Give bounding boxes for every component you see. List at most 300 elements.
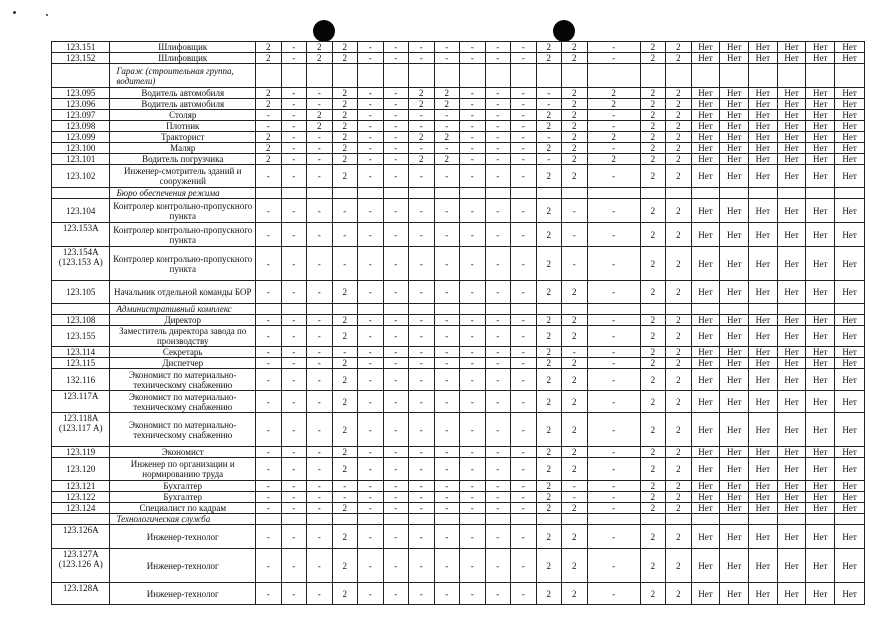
value-cell: Нет bbox=[749, 143, 778, 154]
value-cell: Нет bbox=[835, 99, 865, 110]
value-cell: - bbox=[511, 132, 537, 143]
value-cell bbox=[806, 64, 835, 88]
value-cell: - bbox=[511, 165, 537, 188]
value-cell bbox=[281, 514, 307, 525]
value-cell: - bbox=[383, 391, 409, 413]
value-cell: 2 bbox=[332, 583, 358, 605]
value-cell: Нет bbox=[835, 199, 865, 223]
value-cell: - bbox=[358, 143, 384, 154]
value-cell: Нет bbox=[691, 583, 720, 605]
table-row bbox=[52, 247, 865, 281]
value-cell bbox=[777, 188, 806, 199]
value-cell bbox=[640, 64, 666, 88]
value-cell: Нет bbox=[720, 413, 749, 447]
value-cell bbox=[511, 304, 537, 315]
value-cell: - bbox=[383, 326, 409, 347]
value-cell: - bbox=[409, 110, 435, 121]
value-cell: - bbox=[409, 583, 435, 605]
table-row bbox=[52, 391, 865, 413]
value-cell: - bbox=[460, 583, 486, 605]
value-cell: Нет bbox=[777, 99, 806, 110]
value-cell: - bbox=[485, 53, 511, 64]
value-cell bbox=[666, 188, 692, 199]
value-cell: - bbox=[358, 458, 384, 481]
value-cell: - bbox=[460, 132, 486, 143]
value-cell: - bbox=[281, 326, 307, 347]
value-cell: - bbox=[460, 88, 486, 99]
table-row bbox=[52, 549, 865, 583]
value-cell: - bbox=[383, 369, 409, 391]
value-cell bbox=[409, 304, 435, 315]
value-cell: 2 bbox=[536, 458, 562, 481]
value-cell: Нет bbox=[835, 315, 865, 326]
value-cell: 2 bbox=[332, 447, 358, 458]
value-cell: - bbox=[383, 492, 409, 503]
value-cell: - bbox=[256, 326, 282, 347]
value-cell: - bbox=[383, 525, 409, 549]
value-cell: 2 bbox=[332, 326, 358, 347]
value-cell: 2 bbox=[536, 391, 562, 413]
value-cell: Нет bbox=[691, 447, 720, 458]
value-cell: - bbox=[485, 549, 511, 583]
value-cell: - bbox=[587, 42, 640, 53]
value-cell: - bbox=[383, 347, 409, 358]
value-cell bbox=[562, 64, 588, 88]
value-cell: Нет bbox=[835, 53, 865, 64]
value-cell: Нет bbox=[777, 154, 806, 165]
value-cell: - bbox=[307, 154, 333, 165]
workplace-code: 123.095 bbox=[52, 88, 110, 99]
value-cell: 2 bbox=[562, 413, 588, 447]
value-cell: - bbox=[256, 503, 282, 514]
value-cell: Нет bbox=[806, 583, 835, 605]
value-cell: - bbox=[383, 199, 409, 223]
value-cell: 2 bbox=[562, 110, 588, 121]
value-cell: Нет bbox=[720, 391, 749, 413]
value-cell: - bbox=[511, 121, 537, 132]
value-cell: - bbox=[511, 583, 537, 605]
table-row bbox=[52, 154, 865, 165]
value-cell: Нет bbox=[806, 88, 835, 99]
value-cell: Нет bbox=[777, 223, 806, 247]
value-cell: Нет bbox=[777, 88, 806, 99]
workplace-code: 123.117А bbox=[52, 391, 110, 413]
value-cell: 2 bbox=[332, 154, 358, 165]
position-name: Водитель автомобиля bbox=[110, 99, 256, 110]
value-cell: 2 bbox=[666, 99, 692, 110]
value-cell: - bbox=[434, 223, 460, 247]
value-cell: - bbox=[434, 413, 460, 447]
value-cell: - bbox=[281, 525, 307, 549]
value-cell bbox=[332, 64, 358, 88]
value-cell: 2 bbox=[640, 143, 666, 154]
value-cell: 2 bbox=[666, 165, 692, 188]
value-cell: - bbox=[307, 88, 333, 99]
workplace-code: 123.120 bbox=[52, 458, 110, 481]
value-cell: Нет bbox=[806, 53, 835, 64]
value-cell: 2 bbox=[666, 110, 692, 121]
value-cell bbox=[562, 514, 588, 525]
value-cell: - bbox=[307, 391, 333, 413]
table-row bbox=[52, 223, 865, 247]
value-cell: - bbox=[281, 199, 307, 223]
workplace-code: 123.127А (123.126 А) bbox=[52, 549, 110, 583]
value-cell: - bbox=[358, 525, 384, 549]
value-cell bbox=[587, 514, 640, 525]
value-cell: - bbox=[358, 110, 384, 121]
workplace-code: 123.119 bbox=[52, 447, 110, 458]
workplace-code: 123.108 bbox=[52, 315, 110, 326]
value-cell: 2 bbox=[666, 199, 692, 223]
value-cell: - bbox=[256, 525, 282, 549]
value-cell: - bbox=[358, 154, 384, 165]
value-cell: Нет bbox=[720, 458, 749, 481]
table-row bbox=[52, 458, 865, 481]
value-cell: 2 bbox=[640, 358, 666, 369]
value-cell: 2 bbox=[666, 132, 692, 143]
value-cell: - bbox=[281, 347, 307, 358]
workplace-code: 123.122 bbox=[52, 492, 110, 503]
value-cell: Нет bbox=[835, 110, 865, 121]
value-cell: Нет bbox=[749, 358, 778, 369]
value-cell: Нет bbox=[806, 369, 835, 391]
value-cell: - bbox=[383, 143, 409, 154]
value-cell: Нет bbox=[749, 121, 778, 132]
value-cell: - bbox=[511, 99, 537, 110]
workplace-code: 132.116 bbox=[52, 369, 110, 391]
value-cell: Нет bbox=[691, 42, 720, 53]
value-cell: 2 bbox=[640, 503, 666, 514]
value-cell bbox=[749, 304, 778, 315]
value-cell bbox=[485, 188, 511, 199]
value-cell: - bbox=[587, 525, 640, 549]
value-cell: Нет bbox=[749, 199, 778, 223]
value-cell: Нет bbox=[720, 154, 749, 165]
value-cell: - bbox=[307, 413, 333, 447]
value-cell: 2 bbox=[587, 88, 640, 99]
value-cell: Нет bbox=[835, 391, 865, 413]
value-cell: - bbox=[307, 458, 333, 481]
attestation-table bbox=[51, 41, 865, 605]
value-cell bbox=[835, 188, 865, 199]
position-name: Инженер-технолог bbox=[110, 525, 256, 549]
value-cell: - bbox=[460, 315, 486, 326]
value-cell bbox=[562, 188, 588, 199]
value-cell: Нет bbox=[806, 525, 835, 549]
position-name: Контролер контрольно-пропускного пункта bbox=[110, 247, 256, 281]
value-cell: Нет bbox=[806, 326, 835, 347]
value-cell: - bbox=[460, 247, 486, 281]
code-cell bbox=[52, 304, 110, 315]
value-cell: - bbox=[256, 247, 282, 281]
workplace-code: 123.104 bbox=[52, 199, 110, 223]
value-cell: 2 bbox=[307, 110, 333, 121]
value-cell: - bbox=[536, 154, 562, 165]
value-cell: 2 bbox=[640, 413, 666, 447]
scan-speck bbox=[13, 11, 16, 14]
value-cell: - bbox=[281, 53, 307, 64]
value-cell: - bbox=[332, 199, 358, 223]
value-cell: Нет bbox=[691, 413, 720, 447]
value-cell: - bbox=[511, 391, 537, 413]
value-cell: - bbox=[358, 88, 384, 99]
value-cell: - bbox=[562, 481, 588, 492]
value-cell: 2 bbox=[332, 358, 358, 369]
value-cell: Нет bbox=[806, 281, 835, 304]
value-cell: 2 bbox=[666, 143, 692, 154]
value-cell: - bbox=[511, 413, 537, 447]
position-name: Специалист по кадрам bbox=[110, 503, 256, 514]
position-name: Шлифовщик bbox=[110, 53, 256, 64]
table-row bbox=[52, 315, 865, 326]
value-cell: 2 bbox=[562, 503, 588, 514]
value-cell: Нет bbox=[720, 110, 749, 121]
value-cell: Нет bbox=[835, 281, 865, 304]
code-cell bbox=[52, 64, 110, 88]
table-row bbox=[52, 358, 865, 369]
value-cell: 2 bbox=[640, 492, 666, 503]
value-cell: Нет bbox=[749, 391, 778, 413]
value-cell: - bbox=[281, 413, 307, 447]
value-cell: - bbox=[511, 315, 537, 326]
value-cell: - bbox=[256, 391, 282, 413]
value-cell: - bbox=[511, 154, 537, 165]
value-cell: - bbox=[434, 247, 460, 281]
value-cell bbox=[332, 304, 358, 315]
value-cell bbox=[460, 514, 486, 525]
value-cell: - bbox=[307, 447, 333, 458]
value-cell: - bbox=[460, 525, 486, 549]
value-cell: Нет bbox=[806, 132, 835, 143]
value-cell: - bbox=[307, 281, 333, 304]
value-cell: - bbox=[587, 413, 640, 447]
value-cell: Нет bbox=[691, 503, 720, 514]
value-cell: - bbox=[409, 121, 435, 132]
value-cell bbox=[691, 188, 720, 199]
value-cell bbox=[835, 64, 865, 88]
value-cell: Нет bbox=[806, 481, 835, 492]
position-name: Экономист по материально-техническому снабжению bbox=[110, 413, 256, 447]
value-cell: - bbox=[256, 492, 282, 503]
value-cell: - bbox=[434, 53, 460, 64]
value-cell: Нет bbox=[691, 53, 720, 64]
value-cell bbox=[749, 514, 778, 525]
value-cell: - bbox=[434, 369, 460, 391]
value-cell: 2 bbox=[562, 369, 588, 391]
value-cell bbox=[256, 514, 282, 525]
value-cell: - bbox=[485, 110, 511, 121]
value-cell: Нет bbox=[835, 549, 865, 583]
workplace-code: 123.128А bbox=[52, 583, 110, 605]
value-cell: 2 bbox=[332, 458, 358, 481]
value-cell: Нет bbox=[835, 143, 865, 154]
value-cell bbox=[434, 64, 460, 88]
table-row bbox=[52, 99, 865, 110]
value-cell: Нет bbox=[835, 165, 865, 188]
value-cell: - bbox=[536, 99, 562, 110]
value-cell: - bbox=[256, 549, 282, 583]
section-title: Бюро обеспечения режима bbox=[110, 188, 256, 199]
value-cell: 2 bbox=[640, 99, 666, 110]
value-cell: - bbox=[587, 549, 640, 583]
value-cell: - bbox=[434, 110, 460, 121]
value-cell: - bbox=[383, 549, 409, 583]
value-cell: - bbox=[358, 99, 384, 110]
value-cell bbox=[806, 304, 835, 315]
value-cell: Нет bbox=[691, 281, 720, 304]
position-name: Водитель автомобиля bbox=[110, 88, 256, 99]
value-cell: - bbox=[434, 503, 460, 514]
position-name: Контролер контрольно-пропускного пункта bbox=[110, 199, 256, 223]
value-cell: 2 bbox=[562, 88, 588, 99]
value-cell: Нет bbox=[777, 358, 806, 369]
value-cell: - bbox=[511, 326, 537, 347]
value-cell: Нет bbox=[777, 583, 806, 605]
value-cell: Нет bbox=[806, 143, 835, 154]
value-cell bbox=[409, 188, 435, 199]
value-cell: - bbox=[434, 583, 460, 605]
value-cell: - bbox=[434, 391, 460, 413]
value-cell: Нет bbox=[720, 143, 749, 154]
value-cell: Нет bbox=[749, 132, 778, 143]
value-cell bbox=[434, 514, 460, 525]
value-cell: - bbox=[409, 525, 435, 549]
value-cell bbox=[281, 64, 307, 88]
value-cell: - bbox=[383, 165, 409, 188]
value-cell: - bbox=[485, 391, 511, 413]
position-name: Заместитель директора завода по производству bbox=[110, 326, 256, 347]
value-cell: Нет bbox=[691, 99, 720, 110]
value-cell: - bbox=[281, 165, 307, 188]
value-cell: - bbox=[485, 326, 511, 347]
value-cell: Нет bbox=[806, 458, 835, 481]
value-cell: Нет bbox=[806, 110, 835, 121]
value-cell: Нет bbox=[777, 247, 806, 281]
value-cell: Нет bbox=[691, 369, 720, 391]
value-cell: - bbox=[281, 369, 307, 391]
table-row bbox=[52, 143, 865, 154]
workplace-code: 123.102 bbox=[52, 165, 110, 188]
value-cell: Нет bbox=[777, 492, 806, 503]
value-cell: - bbox=[511, 88, 537, 99]
value-cell: Нет bbox=[835, 525, 865, 549]
position-name: Начальник отдельной команды БОР bbox=[110, 281, 256, 304]
value-cell: - bbox=[485, 281, 511, 304]
value-cell: Нет bbox=[835, 154, 865, 165]
value-cell bbox=[358, 188, 384, 199]
workplace-code: 123.097 bbox=[52, 110, 110, 121]
value-cell: Нет bbox=[720, 358, 749, 369]
punch-hole-right bbox=[553, 20, 575, 42]
value-cell: - bbox=[409, 281, 435, 304]
value-cell: - bbox=[383, 223, 409, 247]
value-cell: Нет bbox=[835, 583, 865, 605]
value-cell: 2 bbox=[536, 447, 562, 458]
section-title: Гараж (строительная группа, водители) bbox=[110, 64, 256, 88]
value-cell: - bbox=[383, 481, 409, 492]
workplace-code: 123.101 bbox=[52, 154, 110, 165]
value-cell: 2 bbox=[409, 154, 435, 165]
value-cell: 2 bbox=[666, 583, 692, 605]
value-cell: Нет bbox=[749, 492, 778, 503]
value-cell: - bbox=[536, 132, 562, 143]
value-cell: 2 bbox=[666, 326, 692, 347]
value-cell: - bbox=[434, 481, 460, 492]
value-cell: Нет bbox=[691, 165, 720, 188]
table-row bbox=[52, 165, 865, 188]
value-cell: Нет bbox=[720, 42, 749, 53]
value-cell: - bbox=[511, 503, 537, 514]
value-cell bbox=[358, 304, 384, 315]
value-cell: - bbox=[383, 583, 409, 605]
value-cell: - bbox=[358, 447, 384, 458]
value-cell bbox=[749, 188, 778, 199]
value-cell: - bbox=[307, 369, 333, 391]
value-cell: - bbox=[434, 281, 460, 304]
value-cell: Нет bbox=[691, 143, 720, 154]
workplace-code: 123.098 bbox=[52, 121, 110, 132]
workplace-code: 123.100 bbox=[52, 143, 110, 154]
value-cell: - bbox=[511, 447, 537, 458]
value-cell: Нет bbox=[806, 447, 835, 458]
workplace-code: 123.124 bbox=[52, 503, 110, 514]
table-row bbox=[52, 110, 865, 121]
section-title: Административный комплекс bbox=[110, 304, 256, 315]
value-cell: Нет bbox=[720, 369, 749, 391]
value-cell: Нет bbox=[806, 121, 835, 132]
value-cell: - bbox=[383, 447, 409, 458]
value-cell: Нет bbox=[835, 88, 865, 99]
value-cell: 2 bbox=[536, 199, 562, 223]
value-cell bbox=[460, 64, 486, 88]
position-name: Плотник bbox=[110, 121, 256, 132]
section-row bbox=[52, 514, 865, 525]
value-cell: Нет bbox=[806, 347, 835, 358]
value-cell: - bbox=[307, 247, 333, 281]
value-cell: 2 bbox=[587, 132, 640, 143]
value-cell bbox=[536, 514, 562, 525]
value-cell: 2 bbox=[332, 281, 358, 304]
value-cell bbox=[536, 64, 562, 88]
value-cell: - bbox=[307, 99, 333, 110]
value-cell: Нет bbox=[691, 481, 720, 492]
table-row bbox=[52, 525, 865, 549]
value-cell: - bbox=[409, 413, 435, 447]
workplace-code: 123.154А (123.153 А) bbox=[52, 247, 110, 281]
position-name: Маляр bbox=[110, 143, 256, 154]
value-cell: - bbox=[307, 326, 333, 347]
value-cell: Нет bbox=[777, 315, 806, 326]
value-cell: Нет bbox=[835, 503, 865, 514]
value-cell: - bbox=[460, 281, 486, 304]
value-cell: Нет bbox=[777, 525, 806, 549]
value-cell: 2 bbox=[562, 326, 588, 347]
value-cell: Нет bbox=[749, 549, 778, 583]
table-row bbox=[52, 347, 865, 358]
value-cell bbox=[281, 188, 307, 199]
value-cell: - bbox=[281, 281, 307, 304]
table-row bbox=[52, 281, 865, 304]
value-cell: Нет bbox=[691, 199, 720, 223]
value-cell: 2 bbox=[536, 369, 562, 391]
value-cell: 2 bbox=[666, 53, 692, 64]
value-cell: - bbox=[485, 413, 511, 447]
value-cell: - bbox=[511, 281, 537, 304]
value-cell: - bbox=[485, 165, 511, 188]
value-cell: 2 bbox=[409, 88, 435, 99]
value-cell: - bbox=[307, 583, 333, 605]
workplace-code: 123.099 bbox=[52, 132, 110, 143]
